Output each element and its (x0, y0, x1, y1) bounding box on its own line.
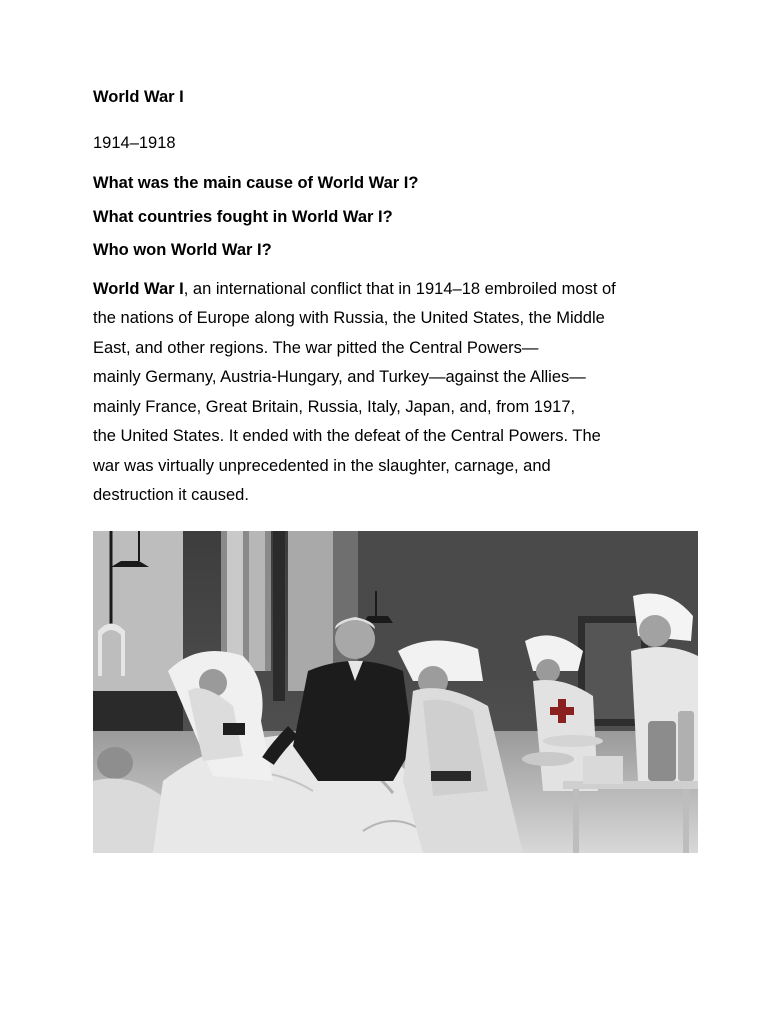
paragraph-line-6: the United States. It ended with the defeat of the Central Powers. The (93, 427, 601, 445)
paragraph-line-2: the nations of Europe along with Russia, the United States, the Middle (93, 309, 605, 327)
date-range: 1914–1918 (93, 134, 176, 152)
paragraph-line-8: destruction it caused. (93, 486, 249, 504)
question-who-won: Who won World War I? (93, 241, 272, 259)
paragraph-line-7: war was virtually unprecedented in the slaughter, carnage, and (93, 457, 551, 475)
question-countries: What countries fought in World War I? (93, 208, 393, 226)
paragraph-line-3: East, and other regions. The war pitted the Central Powers— (93, 339, 539, 357)
page-title: World War I (93, 88, 184, 106)
paragraph-line-4: mainly Germany, Austria-Hungary, and Turkey—against the Allies— (93, 368, 586, 386)
paragraph-line-1 (93, 279, 616, 299)
question-main-cause: What was the main cause of World War I? (93, 174, 419, 192)
paragraph-line-5: mainly France, Great Britain, Russia, Italy, Japan, and, from 1917, (93, 398, 576, 416)
paragraph-lead: World War I (93, 280, 184, 298)
hospital-ward-photo (93, 531, 698, 853)
paragraph-line-1-text: , an international conflict that in 1914–18 embroiled most of (183, 280, 616, 298)
